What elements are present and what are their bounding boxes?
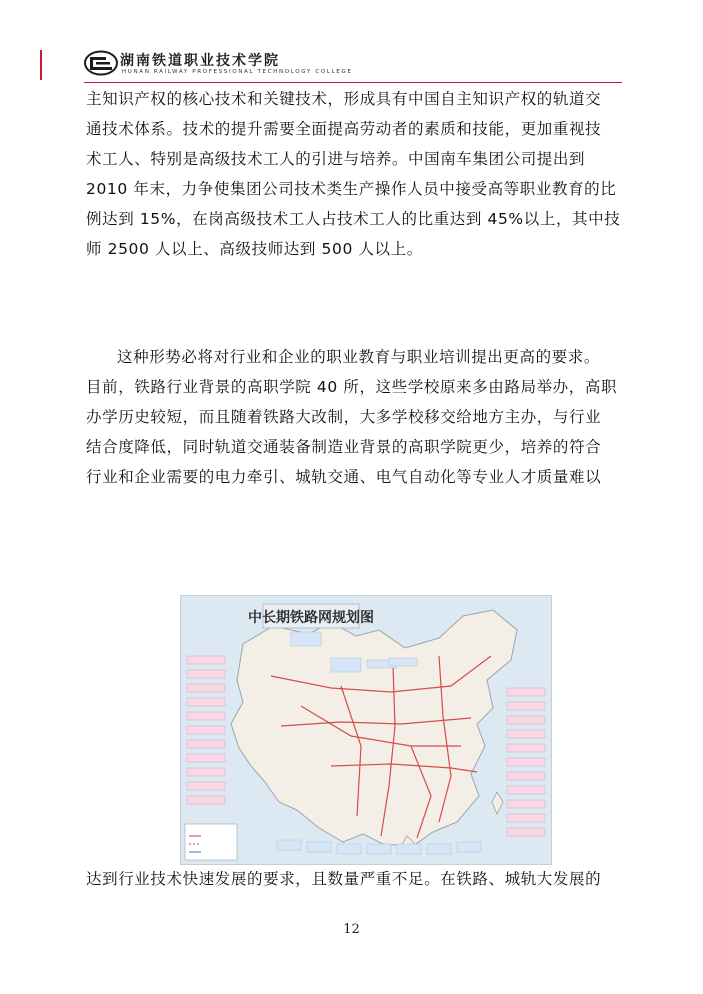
text-line: 这种形势必将对行业和企业的职业教育与职业培训提出更高的要求。 — [117, 348, 601, 366]
school-name: 湖南铁道职业技术学院 — [120, 53, 280, 69]
page-number: 12 — [343, 922, 360, 937]
text-line: 行业和企业需要的电力牵引、城轨交通、电气自动化等专业人才质量难以 — [86, 468, 602, 486]
text-line: 师 2500 人以上、高级技师达到 500 人以上。 — [86, 240, 423, 258]
margin-mark — [40, 50, 42, 80]
text-line: 办学历史较短，而且随着铁路大改制，大多学校移交给地方主办，与行业 — [86, 408, 602, 426]
text-line: 主知识产权的核心技术和关键技术，形成具有中国自主知识产权的轨道交 — [86, 90, 602, 108]
paragraph-3 — [86, 864, 622, 894]
college-logo-icon — [84, 50, 118, 76]
text-line: 达到行业技术快速发展的要求，且数量严重不足。在铁路、城轨大发展的 — [86, 870, 602, 888]
school-name-english: HUNAN RAILWAY PROFESSIONAL TECHNOLOGY COLLEGE — [122, 69, 353, 75]
text-line: 术工人、特别是高级技术工人的引进与培养。中国南车集团公司提出到 — [86, 150, 586, 168]
text-line: 结合度降低，同时轨道交通装备制造业背景的高职学院更少，培养的符合 — [86, 438, 602, 456]
text-line: 2010 年末，力争使集团公司技术类生产操作人员中接受高等职业教育的比 — [86, 180, 617, 198]
text-line: 例达到 15%，在岗高级技术工人占技术工人的比重达到 45%以上，其中技 — [86, 210, 621, 228]
text-line: 目前，铁路行业背景的高职学院 40 所，这些学校原来多由路局举办，高职 — [86, 378, 618, 396]
page-header — [84, 46, 624, 82]
text-line: 通技术体系。技术的提升需要全面提高劳动者的素质和技能，更加重视技 — [86, 120, 602, 138]
paragraph-1 — [86, 84, 622, 264]
map-graphic — [181, 596, 551, 864]
railway-network-map — [180, 595, 552, 865]
map-title: 中长期铁路网规划图 — [248, 610, 374, 626]
header-divider — [84, 82, 622, 83]
paragraph-2 — [86, 342, 622, 492]
